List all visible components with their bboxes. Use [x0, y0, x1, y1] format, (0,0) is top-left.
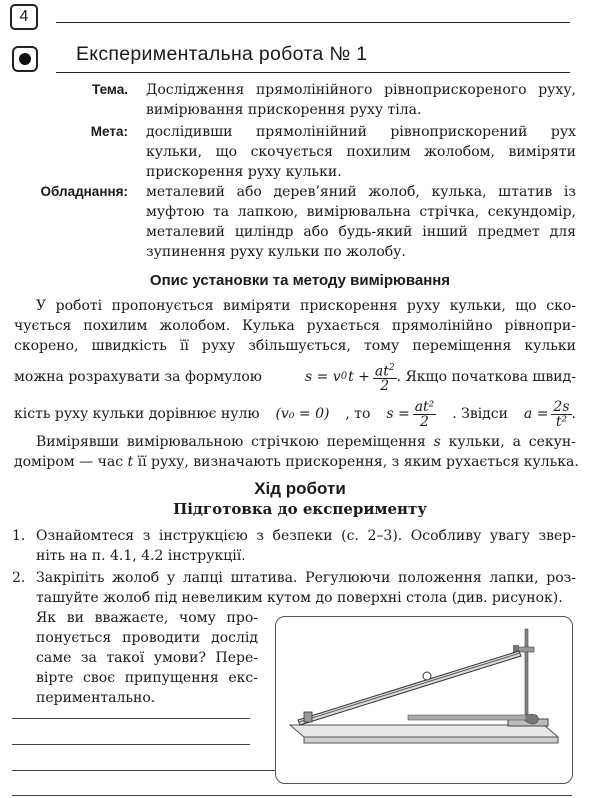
topic-text: Дослідження прямолінійного рівноприскореного руху, вимірювання прискорення руху тіла. [146, 82, 576, 118]
method-heading: Опис установки та методу вимірювання [149, 272, 451, 289]
answer-line[interactable] [12, 795, 572, 796]
answer-line[interactable] [12, 744, 250, 745]
header-rule [56, 22, 570, 23]
formula-line-1: можна розрахувати за формулою s = v 0 t + $\frac{at^2}{2}$ . Якщо початкова швид- [14, 362, 576, 395]
progress-heading: Хід роботи [254, 479, 346, 498]
topic-label: Тема. [92, 82, 128, 97]
page-number: 4 [10, 4, 38, 30]
answer-line[interactable] [12, 718, 250, 719]
step-text: Ознайомтеся з інструкцією з безпеки (с. 2–3). Особливу увагу звер- ніть на п. 4.1, 4.2 інструкції. [36, 528, 576, 564]
progress-subheading: Підготовка до експерименту [173, 500, 427, 518]
step-number: 1. [12, 528, 26, 544]
inclined-chute-apparatus-icon [276, 617, 571, 782]
title-rule [56, 72, 570, 73]
equipment-text: металевий або дерев’яний жолоб, кулька, штатив із муфтою та лапкою, вимірювальна стрічка, секундомір, металевий циліндр або будь-який інший предмет для зупинення руху кульки по жолобу. [146, 184, 576, 260]
method-paragraph: У роботі пропонується виміряти прискорення руху кульки, що ско- чується похилим жолобом. Кулька рухається прямолінійно рівнопри- скорено, швидкість її руху збільшується, тому переміщення кульки [14, 298, 576, 354]
record-bullet-icon [12, 46, 38, 72]
goal-text: дослідивши прямолінійний рівноприскорений рух кульки, що скочується похилим жолобом, виміряти прискорення руху кульки. [146, 124, 576, 180]
question-text: Як ви вважаєте, чому про- понується проводити дослід саме за такої умови? Пере- вірте своє припущення екс- периментально. [36, 610, 258, 706]
formula-line-2: кість руху кульки дорівнює нулю (v₀ = 0) , то s = $\frac{\text{at²}}{2}$ . Звідси a = $\frac{2s}{\text{t²}}$ . [14, 398, 576, 430]
goal-label: Мета: [90, 124, 128, 139]
method-paragraph-2: Вимірявши вимірювальною стрічкою переміщення s кульки, а секун- доміром — час t її руху, визначають прискорення, з яким рухається кулька. [14, 434, 579, 470]
step-text: Закріпіть жолоб у лапці штатива. Регулюючи положення лапки, роз- ташуйте жолоб під невеликим кутом до поверхні стола (див. рисунок). [36, 570, 576, 606]
apparatus-figure [275, 616, 573, 784]
page-title: Експериментальна робота № 1 [76, 43, 368, 65]
equipment-label: Обладнання: [40, 184, 128, 199]
step-number: 2. [12, 570, 26, 586]
